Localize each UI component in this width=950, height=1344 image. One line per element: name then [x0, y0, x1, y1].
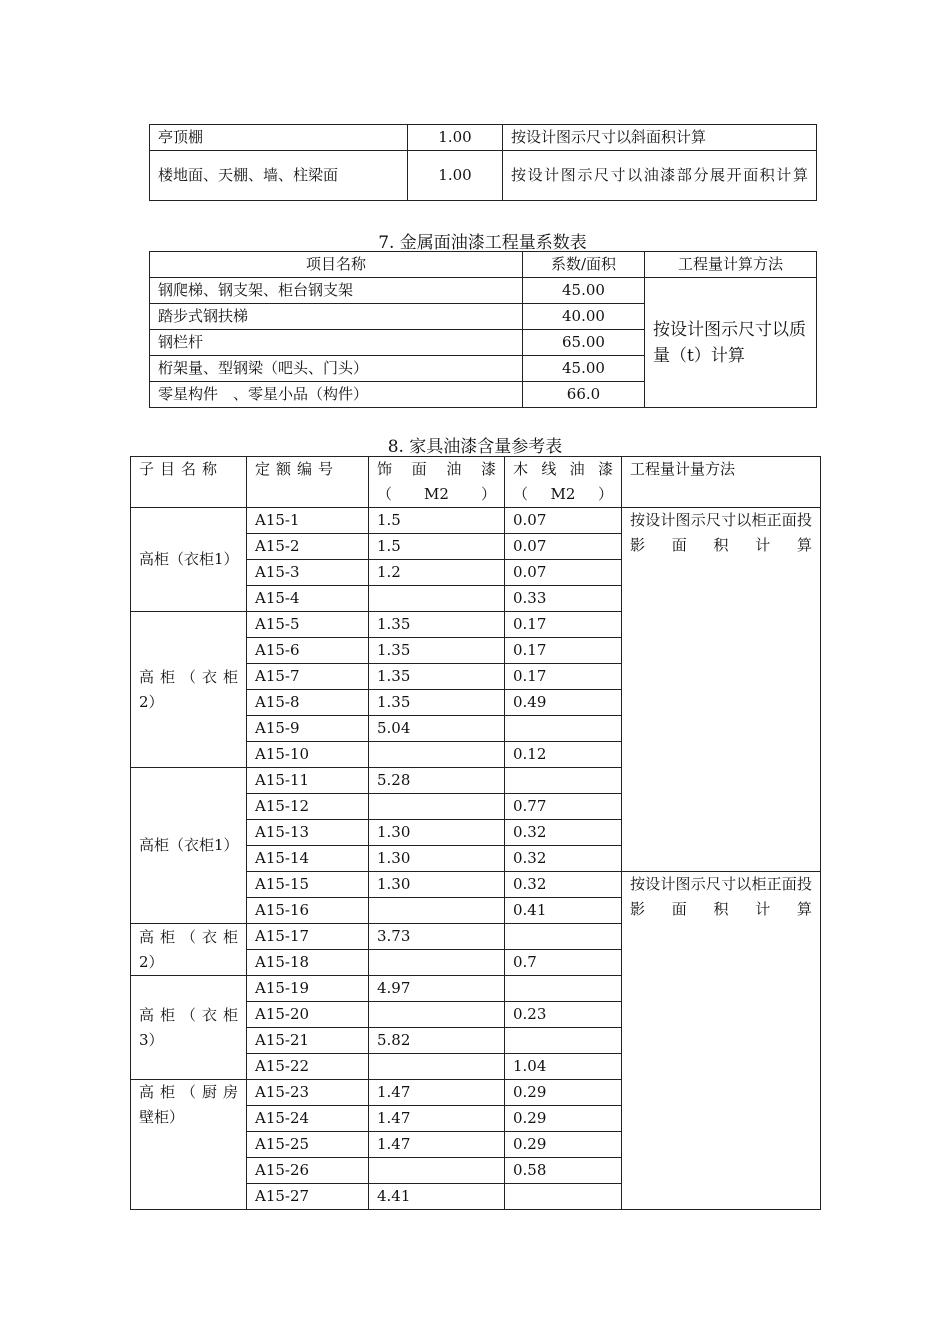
- table-row: [131, 508, 821, 534]
- wood-line-paint: 0.32: [505, 820, 622, 846]
- quota-code: A15-25: [247, 1132, 369, 1158]
- calc-method: 按设计图示尺寸以油漆部分展开面积计算: [503, 151, 817, 201]
- table2-title: 7. 金属面油漆工程量系数表: [378, 233, 587, 253]
- finish-paint: [369, 1054, 505, 1080]
- item-name: 楼地面、天棚、墙、柱梁面: [150, 151, 408, 201]
- finish-paint: 1.47: [369, 1132, 505, 1158]
- quota-code: A15-23: [247, 1080, 369, 1106]
- item-name: 亭顶棚: [150, 125, 408, 151]
- quota-code: A15-20: [247, 1002, 369, 1028]
- finish-paint: 1.35: [369, 612, 505, 638]
- coefficient: 45.00: [523, 278, 645, 304]
- finish-paint: 1.5: [369, 508, 505, 534]
- finish-paint: [369, 1002, 505, 1028]
- wood-line-paint: 0.23: [505, 1002, 622, 1028]
- wood-line-paint: 0.41: [505, 898, 622, 924]
- finish-paint: 4.97: [369, 976, 505, 1002]
- table-header-row: [131, 457, 821, 508]
- quota-code: A15-8: [247, 690, 369, 716]
- quota-code: A15-10: [247, 742, 369, 768]
- wood-line-paint: [505, 1184, 622, 1210]
- item-name: 钢爬梯、钢支架、柜台钢支架: [150, 278, 523, 304]
- finish-paint: [369, 586, 505, 612]
- quota-code: A15-12: [247, 794, 369, 820]
- coefficient: 40.00: [523, 304, 645, 330]
- wood-line-paint: 0.58: [505, 1158, 622, 1184]
- calc-method: 按设计图示尺寸以斜面积计算: [503, 125, 817, 151]
- wood-line-paint: 1.04: [505, 1054, 622, 1080]
- quota-code: A15-26: [247, 1158, 369, 1184]
- wood-line-paint: [505, 768, 622, 794]
- finish-paint: [369, 1158, 505, 1184]
- finish-paint: 1.35: [369, 638, 505, 664]
- quota-code: A15-11: [247, 768, 369, 794]
- wood-line-paint: 0.29: [505, 1106, 622, 1132]
- quota-code: A15-15: [247, 872, 369, 898]
- quota-code: A15-7: [247, 664, 369, 690]
- wood-line-paint: 0.77: [505, 794, 622, 820]
- coefficient: 1.00: [408, 151, 503, 201]
- item-name: 钢栏杆: [150, 330, 523, 356]
- table-row: [150, 278, 817, 304]
- wood-line-paint: [505, 716, 622, 742]
- finish-paint: 3.73: [369, 924, 505, 950]
- header-item-name: 项目名称: [150, 252, 523, 278]
- calc-method: 按设计图示尺寸以质量（t）计算: [645, 278, 817, 408]
- quota-code: A15-5: [247, 612, 369, 638]
- finish-paint: 5.28: [369, 768, 505, 794]
- wood-line-paint: [505, 1028, 622, 1054]
- quota-code: A15-1: [247, 508, 369, 534]
- header-coefficient: 系数/面积: [523, 252, 645, 278]
- wood-line-paint: 0.17: [505, 638, 622, 664]
- table-painting-coefficients-top: [149, 124, 817, 201]
- coefficient: 65.00: [523, 330, 645, 356]
- finish-paint: 1.35: [369, 664, 505, 690]
- wood-line-paint: 0.12: [505, 742, 622, 768]
- calc-method: 按设计图示尺寸以柜正面投影面积计算: [622, 508, 821, 872]
- quota-code: A15-2: [247, 534, 369, 560]
- wood-line-paint: 0.33: [505, 586, 622, 612]
- finish-paint: [369, 950, 505, 976]
- finish-paint: 1.30: [369, 872, 505, 898]
- finish-paint: 1.30: [369, 846, 505, 872]
- table-header-row: [150, 252, 817, 278]
- finish-paint: 1.30: [369, 820, 505, 846]
- quota-code: A15-3: [247, 560, 369, 586]
- coefficient: 45.00: [523, 356, 645, 382]
- finish-paint: [369, 742, 505, 768]
- wood-line-paint: 0.29: [505, 1080, 622, 1106]
- wood-line-paint: [505, 976, 622, 1002]
- coefficient: 1.00: [408, 125, 503, 151]
- group-name: 高柜（衣柜1）: [131, 508, 247, 612]
- table-row: [150, 125, 817, 151]
- header-calc-method: 工程量计算方法: [645, 252, 817, 278]
- group-name: 高柜（衣柜1）: [131, 768, 247, 924]
- wood-line-paint: [505, 924, 622, 950]
- group-name: 高 柜 （ 衣 柜 3）: [131, 976, 247, 1080]
- wood-line-paint: 0.32: [505, 872, 622, 898]
- table-row: [150, 151, 817, 201]
- finish-paint: 5.82: [369, 1028, 505, 1054]
- quota-code: A15-9: [247, 716, 369, 742]
- quota-code: A15-6: [247, 638, 369, 664]
- header-finish-paint: 饰 面 油 漆（M2）: [369, 457, 505, 508]
- quota-code: A15-13: [247, 820, 369, 846]
- header-quota-code: 定额编号: [247, 457, 369, 508]
- quota-code: A15-22: [247, 1054, 369, 1080]
- finish-paint: 1.2: [369, 560, 505, 586]
- wood-line-paint: 0.7: [505, 950, 622, 976]
- table3-title: 8. 家具油漆含量参考表: [387, 437, 563, 457]
- coefficient: 66.0: [523, 382, 645, 408]
- finish-paint: [369, 898, 505, 924]
- quota-code: A15-24: [247, 1106, 369, 1132]
- group-name: 高 柜 （ 厨 房 壁柜）: [131, 1080, 247, 1210]
- header-wood-line-paint: 木 线 油 漆（M2）: [505, 457, 622, 508]
- quota-code: A15-18: [247, 950, 369, 976]
- wood-line-paint: 0.17: [505, 612, 622, 638]
- item-name: 踏步式钢扶梯: [150, 304, 523, 330]
- wood-line-paint: 0.07: [505, 508, 622, 534]
- wood-line-paint: 0.29: [505, 1132, 622, 1158]
- quota-code: A15-21: [247, 1028, 369, 1054]
- header-calc-method: 工程量计量方法: [622, 457, 821, 508]
- header-item-name: 子目名称: [131, 457, 247, 508]
- wood-line-paint: 0.07: [505, 534, 622, 560]
- group-name: 高 柜 （ 衣 柜 2）: [131, 924, 247, 976]
- group-name: 高 柜 （ 衣 柜 2）: [131, 612, 247, 768]
- finish-paint: 1.35: [369, 690, 505, 716]
- finish-paint: 1.47: [369, 1080, 505, 1106]
- finish-paint: 4.41: [369, 1184, 505, 1210]
- wood-line-paint: 0.17: [505, 664, 622, 690]
- quota-code: A15-27: [247, 1184, 369, 1210]
- wood-line-paint: 0.49: [505, 690, 622, 716]
- calc-method: 按设计图示尺寸以柜正面投影面积计算: [622, 872, 821, 1210]
- finish-paint: 5.04: [369, 716, 505, 742]
- quota-code: A15-16: [247, 898, 369, 924]
- finish-paint: [369, 794, 505, 820]
- item-name: 桁架量、型钢梁（吧头、门头）: [150, 356, 523, 382]
- quota-code: A15-17: [247, 924, 369, 950]
- quota-code: A15-19: [247, 976, 369, 1002]
- item-name: 零星构件 、零星小品（构件）: [150, 382, 523, 408]
- quota-code: A15-14: [247, 846, 369, 872]
- finish-paint: 1.5: [369, 534, 505, 560]
- quota-code: A15-4: [247, 586, 369, 612]
- table-metal-paint-coefficients: [149, 251, 817, 408]
- wood-line-paint: 0.32: [505, 846, 622, 872]
- wood-line-paint: 0.07: [505, 560, 622, 586]
- table-furniture-paint-reference: [130, 456, 821, 1210]
- finish-paint: 1.47: [369, 1106, 505, 1132]
